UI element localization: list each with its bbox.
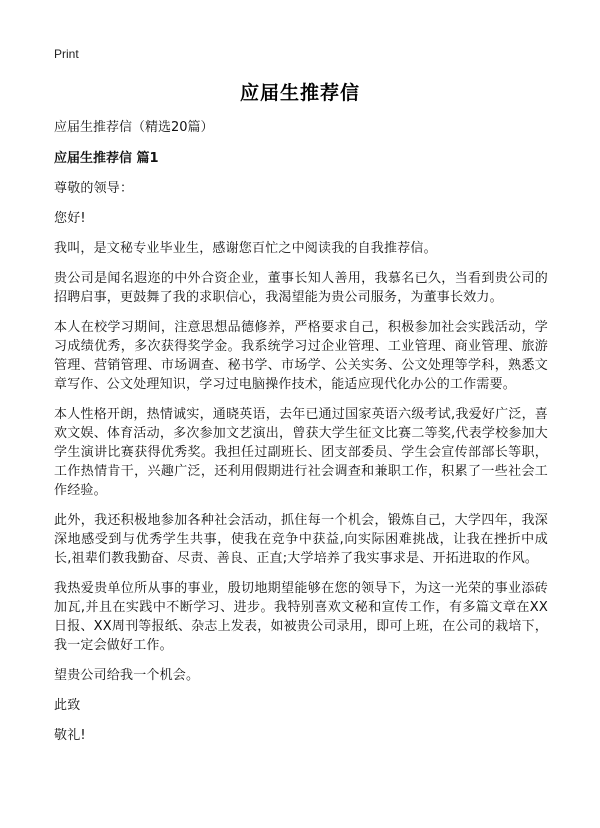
salutation: 尊敬的领导： bbox=[54, 181, 134, 196]
paragraph-study: 本人在校学习期间，注意思想品德修养，严格要求自己，积极参加社会实践活动，学习成绩优秀，多次获得奖学金。我系统学习过企业管理、工业管理、商业管理、旅游管理、营销管理、市场调查、秘书学、市场学、公关实务、公文处理等学科，熟悉文章写作、公文处理知识，学习过电脑操作技术，能适应现代化办公的工作需要。 bbox=[54, 320, 548, 392]
document-subtitle: 应届生推荐信（精选20篇） bbox=[54, 120, 214, 135]
paragraph-aspiration: 我热爱贵单位所从事的事业，殷切地期望能够在您的领导下，为这一光荣的事业添砖加瓦,并且在实践中不断学习、进步。我特别喜欢文秘和宣传工作，有多篇文章在XX日报、XX周刊等报纸、杂志上发表，如被贵公司录用，即可上班，在公司的栽培下，我一定会做好工作。 bbox=[54, 581, 548, 653]
paragraph-personality: 本人性格开朗，热情诚实，通晓英语，去年已通过国家英语六级考试,我爱好广泛，喜欢文娱、体育活动，多次参加文艺演出，曾获大学生征文比赛二等奖,代表学校参加大学生演讲比赛获得优秀奖。我担任过副班长、团支部委员、学生会宣传部部长等职，工作热情肯干，兴趣广泛，还利用假期进行社会调查和兼职工作，积累了一些社会工作经验。 bbox=[54, 407, 548, 498]
closing-cizhi: 此致 bbox=[54, 698, 81, 713]
section-heading: 应届生推荐信 篇1 bbox=[54, 151, 159, 166]
greeting: 您好! bbox=[54, 211, 86, 226]
print-label: Print bbox=[54, 47, 79, 61]
document-body bbox=[54, 119, 548, 756]
closing-jingli: 敬礼! bbox=[54, 728, 86, 743]
document-title: 应届生推荐信 bbox=[239, 82, 360, 104]
paragraph-intro: 我叫，是文秘专业毕业生，感谢您百忙之中阅读我的自我推荐信。 bbox=[54, 241, 437, 256]
paragraph-request: 望贵公司给我一个机会。 bbox=[54, 668, 200, 683]
paragraph-activities: 此外，我还积极地参加各种社会活动，抓住每一个机会，锻炼自己，大学四年，我深深地感受到与优秀学生共事，使我在竞争中获益,向实际困难挑战，让我在挫折中成长,祖辈们教我勤奋、尽责、善良、正直;大学培养了我实事求是、开拓进取的作风。 bbox=[54, 513, 548, 566]
paragraph-company: 贵公司是闻名遐迩的中外合资企业，董事长知人善用，我慕名已久，当看到贵公司的招聘启事，更鼓舞了我的求职信心，我渴望能为贵公司服务，为董事长效力。 bbox=[54, 271, 548, 305]
